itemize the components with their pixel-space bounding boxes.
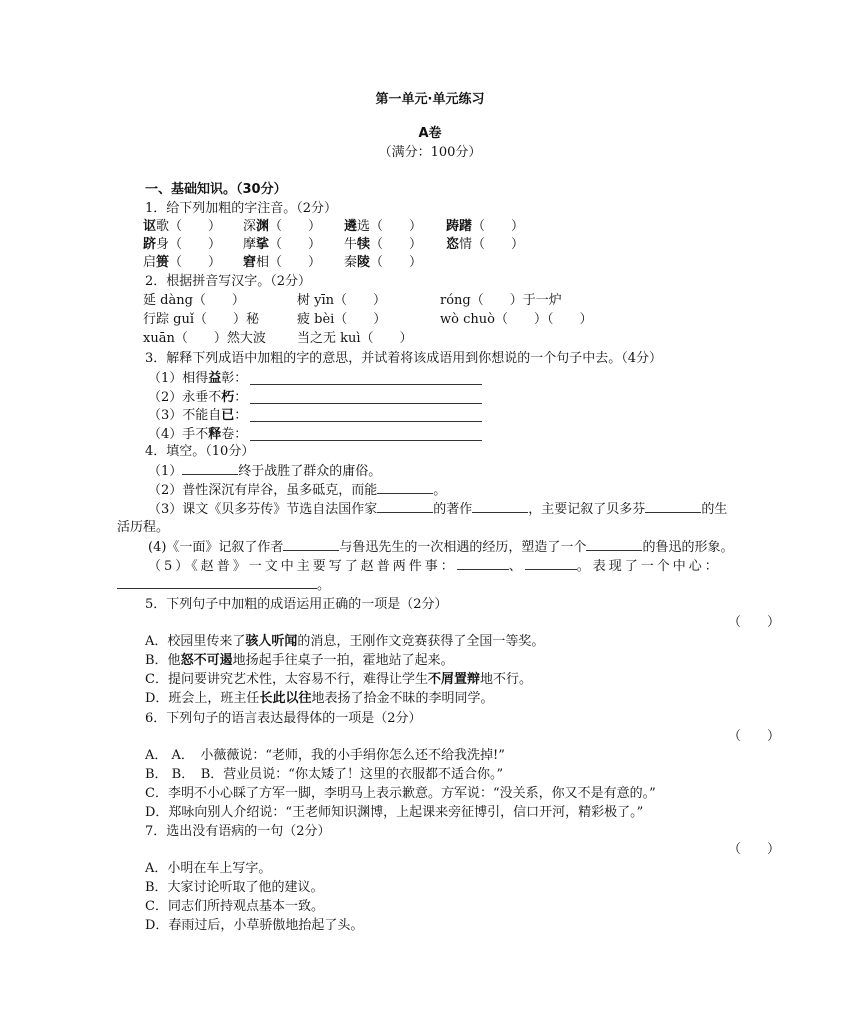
fill-item-5: （5）《赵普》一文中主要写了赵普两件事： 、 。表现了一个中心： <box>148 559 721 574</box>
answer-bracket[interactable]: （ ） <box>728 729 781 744</box>
question-7-stem: 7．选出没有语病的一句（2分） <box>145 824 331 839</box>
text: 地扬起手往桌子一拍，霍地站了起来。 <box>232 653 454 668</box>
answer-blank[interactable] <box>117 576 317 589</box>
option-b: B． B． B．营业员说：“你太矮了！这里的衣服都不适合你。” <box>145 767 504 782</box>
phonetic-item <box>446 218 524 235</box>
phonetic-item <box>446 236 524 253</box>
answer-line[interactable] <box>250 428 482 441</box>
text: （2）永垂不 <box>148 389 222 405</box>
answer-blank[interactable] <box>182 462 238 475</box>
text: 卷： <box>221 426 248 442</box>
text: （ ） <box>269 219 322 234</box>
answer-line[interactable] <box>250 391 482 404</box>
bold-text: 恣 <box>446 237 460 252</box>
option-c: C．李明不小心睬了方军一脚，李明马上表示歉意。方军说：“没关系，你又不是有意的。” <box>145 786 656 801</box>
bold-text: 跻 <box>143 237 157 252</box>
fill-item-5-cont: 。 <box>117 576 330 594</box>
bold-text: 释 <box>208 426 222 442</box>
text: C．提问要讲究艺术性，太容易不行，难得让学生 <box>145 672 428 687</box>
answer-blank[interactable] <box>472 500 528 513</box>
bold-text: 渊 <box>256 219 270 234</box>
option-a <box>145 633 544 650</box>
text: 启 <box>143 255 157 270</box>
answer-blank[interactable] <box>457 557 509 570</box>
text: （4）手不 <box>148 426 209 442</box>
question-6-stem: 6．下列句子的语言表达最得体的一项是（2分） <box>145 711 422 726</box>
text: 身（ ） <box>156 237 222 252</box>
phonetic-item <box>143 218 221 235</box>
text: 秦 <box>344 255 358 270</box>
fill-item-4: (4)《一面》记叙了作者 与鲁迅先生的一次相遇的经历，塑造了一个 的鲁迅的形象。 <box>148 540 734 555</box>
idiom-item <box>148 426 247 443</box>
full-score: （满分：100分） <box>378 145 482 160</box>
phonetic-item <box>344 236 422 253</box>
text: A．校园里传来了 <box>145 634 246 649</box>
pinyin-item: 疲 bèi（ ） <box>297 312 387 327</box>
fill-item-3: （3）课文《贝多芬传》节选自法国作家 的著作 ，主要记叙了贝多芬 的生 <box>148 502 728 517</box>
text: （ ） <box>269 237 322 252</box>
text: 情（ ） <box>459 237 525 252</box>
text: （ ） <box>370 255 423 270</box>
text: 深 <box>243 219 257 234</box>
text: 歌（ ） <box>156 219 222 234</box>
fill-item-2: （2）普性深沉有岸谷，虽多砥克，而能 。 <box>148 483 447 498</box>
text: 选（ ） <box>357 219 423 234</box>
answer-blank[interactable] <box>377 481 433 494</box>
idiom-item <box>148 407 247 424</box>
option-b <box>145 652 454 669</box>
text: D．班会上，班主任 <box>145 691 260 706</box>
answer-blank[interactable] <box>645 500 701 513</box>
question-2-stem: 2．根据拼音写汉字。（2分） <box>145 274 312 289</box>
answer-blank[interactable] <box>283 538 339 551</box>
text: 彰： <box>221 371 248 386</box>
bold-text: 长此以往 <box>259 691 312 706</box>
bold-text: 不屑置辩 <box>427 672 480 687</box>
text: 地表扬了拾金不昧的李明同学。 <box>311 691 494 706</box>
answer-blank[interactable] <box>525 557 577 570</box>
question-3-stem: 3．解释下列成语中加粗的字的意思，并试着将该成语用到你想说的一个句子中去。（4分） <box>145 351 663 366</box>
section-heading: 一、基础知识。（30分） <box>145 182 287 197</box>
text: ： <box>234 389 248 405</box>
bold-text: 踌躇 <box>446 219 473 234</box>
text: B．他 <box>145 653 181 668</box>
option-c <box>145 671 532 688</box>
bold-text: 篑 <box>156 255 170 270</box>
answer-blank[interactable] <box>377 500 433 513</box>
text: 摩 <box>243 237 257 252</box>
phonetic-item <box>344 218 422 235</box>
text: （ ） <box>169 255 222 270</box>
option-d <box>145 690 493 707</box>
option-c: C．同志们所持观点基本一致。 <box>145 899 324 914</box>
option-d: D．郑咏向别人介绍说：“王老师知识渊博，上起课来旁征博引，信口开河，精彩极了。” <box>145 805 644 820</box>
bold-text: 朽 <box>221 389 235 405</box>
bold-text: 已 <box>221 408 235 423</box>
option-a: A．小明在车上写字。 <box>145 861 272 876</box>
pinyin-item: 延 dàng（ ） <box>143 293 245 308</box>
text: 牛 <box>344 237 358 252</box>
text: 相（ ） <box>256 255 322 270</box>
option-d: D．春雨过后，小草骄傲地抬起了头。 <box>145 918 364 933</box>
answer-blank[interactable] <box>586 538 642 551</box>
answer-line[interactable] <box>250 409 482 422</box>
question-5-stem: 5．下列句子中加粗的成语运用正确的一项是（2分） <box>145 597 448 612</box>
text: ： <box>234 408 248 423</box>
bold-text: 窘 <box>243 255 257 270</box>
question-1-stem: 1．给下列加粗的字注音。（2分） <box>145 201 338 216</box>
idiom-item <box>148 370 247 387</box>
pinyin-item: xuān（ ）然大波 <box>143 331 266 346</box>
bold-text: 遴 <box>344 219 358 234</box>
paper-label: A卷 <box>418 126 442 141</box>
bold-text: 挲 <box>256 237 270 252</box>
text: （1）相得 <box>148 371 209 386</box>
bold-text: 讴 <box>143 219 157 234</box>
bold-text: 怒不可遏 <box>180 653 233 668</box>
text: 地不行。 <box>479 672 532 687</box>
pinyin-item: 行踪 guǐ（ ）秘 <box>143 312 259 327</box>
phonetic-item <box>243 236 321 253</box>
text: 的消息，王刚作文竞赛获得了全国一等奖。 <box>297 634 545 649</box>
pinyin-item: wò chuò（ ）（ ） <box>440 312 593 327</box>
pinyin-item: 当之无 kuì（ ） <box>297 331 413 346</box>
text: （ ） <box>472 219 525 234</box>
text: （ ） <box>370 237 423 252</box>
question-4-stem: 4．填空。（10分） <box>145 444 255 459</box>
bold-text: 骇人听闻 <box>245 634 298 649</box>
idiom-item <box>148 389 247 406</box>
fill-item-3-cont: 活历程。 <box>117 520 170 535</box>
bold-text: 犊 <box>357 237 371 252</box>
fill-item-1: （1） 终于战胜了群众的庸俗。 <box>148 464 382 479</box>
text: （3）不能自 <box>148 408 222 423</box>
bold-text: 陵 <box>357 255 371 270</box>
option-a: A． A． 小薇薇说：“老师，我的小手绢你怎么还不给我洗掉!” <box>145 748 505 763</box>
pinyin-item: 树 yīn（ ） <box>297 293 387 308</box>
phonetic-item <box>243 218 321 235</box>
answer-line[interactable] <box>250 372 482 385</box>
phonetic-item <box>143 254 221 271</box>
page-title: 第一单元·单元练习 <box>375 92 485 107</box>
answer-bracket[interactable]: （ ） <box>728 615 781 630</box>
option-b: B．大家讨论听取了他的建议。 <box>145 880 324 895</box>
phonetic-item <box>143 236 221 253</box>
answer-bracket[interactable]: （ ） <box>728 842 781 857</box>
phonetic-item <box>344 254 422 271</box>
pinyin-item: róng（ ）于一炉 <box>440 293 562 308</box>
phonetic-item <box>243 254 321 271</box>
bold-text: 益 <box>208 371 222 386</box>
